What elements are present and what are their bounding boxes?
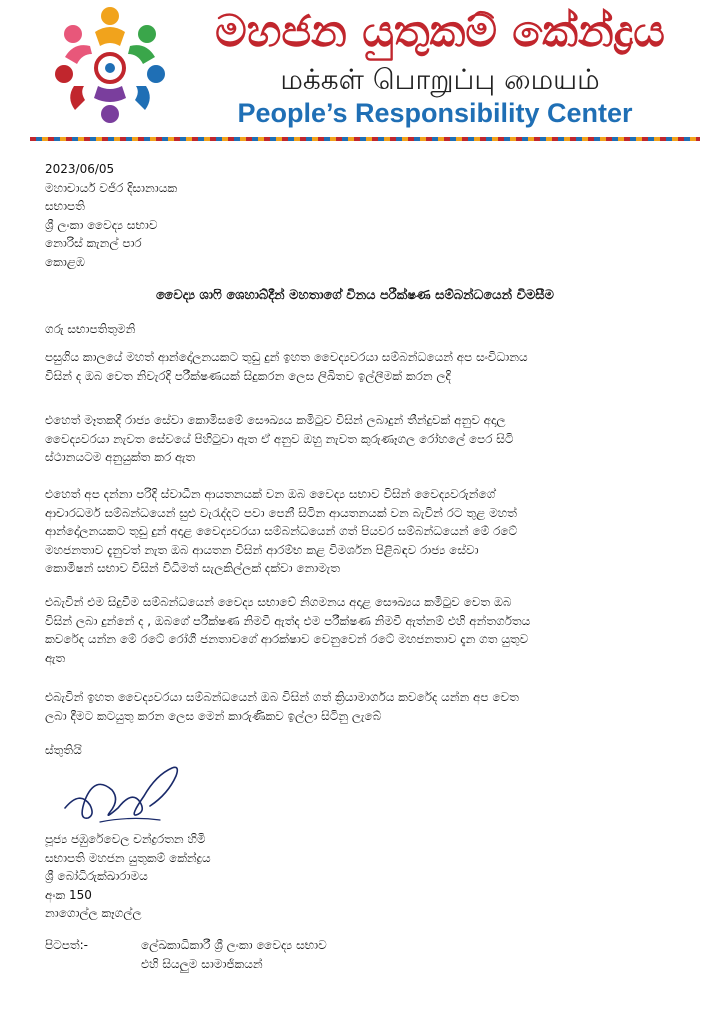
signer-line: පූජ්‍ය ජඹුරේවෙල චන්ද්‍රරතන හිමි <box>45 832 206 846</box>
body-paragraph <box>45 688 665 725</box>
paragraph-line: කොමිෂන් සභාව විසින් විධිමත් සැලකිල්ලක් දක්වා නොමැත <box>45 561 340 576</box>
body-paragraph <box>45 348 665 385</box>
paragraph-line: ආන්දෝලනයකට තුඩු දුන් අදාළ වෛද්‍යවරයා සම්බන්ධයෙන් ගත් පියවර සම්බන්ධයෙන් මේ රටේ <box>45 524 518 539</box>
signer-line: අංක 150 <box>45 887 92 902</box>
org-name-english: People’s Responsibility Center <box>237 98 633 128</box>
paragraph-line: කවරේද යන්න මේ රටේ රෝගී ජනතාවගේ ආරක්ෂාව වෙනුවෙන් රටේ මහජනතාව දැන ගත යුතුව <box>45 632 529 647</box>
signer-block <box>45 830 211 923</box>
paragraph-line: එබැවින් ඉහත වෛද්‍යවරයා සම්බන්ධයෙන් ඔබ විසින් ගත් ක්‍රියාමාර්ගය කවරේද යන්න අප වෙත <box>45 690 519 704</box>
signer-line: නාගොල්ල කෑගල්ල <box>45 906 142 920</box>
copies-list <box>141 936 541 974</box>
paragraph-line: එහෙත් මෑතකදී රාජ්‍ය සේවා කොමිසමේ සෞඛ්‍යය කමිටුව විසින් ලබාදුන් තීන්දුවක් අනුව අදාල <box>45 413 506 427</box>
paragraph-line: ඇත <box>45 650 66 665</box>
handwritten-signature-icon <box>60 760 190 830</box>
paragraph-line: මහජනතාව දැනුවත් නැත ඔබ ආයතන විසින් ආරම්භ කළ විමර්ශන පිළිබඳව රාජ්‍ය සේවා <box>45 542 479 557</box>
copies-item: ලේඛකාධිකාරී ශ්‍රී ලංකා වෛද්‍ය සභාව <box>141 938 327 952</box>
recipient-line: කොළඹ <box>45 254 85 269</box>
recipient-line: මහාචාර්ය වජිර දිසානායක <box>45 180 178 195</box>
signer-line: සභාපති මහජන යුතුකම් කේන්ද්‍රය <box>45 850 211 865</box>
paragraph-line: විසින් ද ඔබ වෙත නිවැරදි පරීක්ෂණයක් සිදුකරන ලෙස ලිඛිතව ඉල්ලීමක් කරන ලදි <box>45 368 451 383</box>
recipient-line: සභාපති <box>45 199 85 214</box>
closing-thanks: ස්තුතියි <box>45 743 82 757</box>
recipient-line: ශ්‍රී ලංකා වෛද්‍ය සභාව <box>45 217 158 232</box>
paragraph-line: පසුගිය කාලයේ මහත් ආන්දෝලනයකට තුඩු දුන් ඉහත වෛද්‍යවරයා සම්බන්ධයෙන් අප සංවිධානය <box>45 350 528 364</box>
letter-date: 2023/06/05 <box>45 162 115 176</box>
paragraph-line: ලබා දීමට කටයුතු කරන ලෙස මෙන් කාරුණිකව ඉල්ලා සිටිනු ලැබේ <box>45 708 382 723</box>
org-name-sinhala: මහජන යුතුකම් කේන්ද්‍රය <box>215 6 665 57</box>
letterhead <box>0 0 709 150</box>
signer-line: ශ්‍රී බෝධිරුක්ඛාරාමය <box>45 869 148 883</box>
paragraph-line: ස්ථානයටම අනුයුක්ත කර ඇත <box>45 450 196 465</box>
letter-subject: වෛද්‍ය ශාෆි ශෙහාබ්දීන් මහතාගේ විනය පරීක්ෂණ සම්බන්ධයෙන් විමසීම <box>156 288 554 303</box>
recipient-address-block <box>45 160 177 272</box>
paragraph-line: ආචාරධර්ම සම්බන්ධයෙන් සුළු වැරැද්දට පවා පෙනී සිටින ආයතනයක් වන බැවින් රට තුළ මහත් <box>45 505 517 520</box>
letterhead-divider <box>30 137 700 141</box>
recipient-line: නොරිස් කැනල් පාර <box>45 236 142 251</box>
org-name-tamil: மக்கள் பொறுப்பு மையம் <box>280 63 600 96</box>
copies-item: එහි සියලුම සාමාජිකයන් <box>141 957 263 971</box>
paragraph-line: විසින් ලබා දුන්නේ ද , ඔබගේ පරීක්ෂණ නිමවී ඇත්ද එම පරීක්ෂණ නිමවී ඇත්නම් එහි අන්තර්ගතය <box>45 613 531 628</box>
paragraph-line: එබැවින් එම සිදුවීම සම්බන්ධයෙන් වෛද්‍ය සභාවේ නිගමනය අදාළ සෞඛ්‍යය කමිටුව වෙත ඔබ <box>45 595 512 609</box>
paragraph-line: එහෙත් අප දන්නා පරිදි ස්වාධීන ආයතනයක් වන ඔබ වෛද්‍ය සභාව විසින් වෛද්‍යවරුන්ගේ <box>45 487 496 501</box>
body-paragraph <box>45 593 665 667</box>
people-circle-logo-icon <box>50 2 170 127</box>
body-paragraph <box>45 411 665 467</box>
salutation: ගරු සභාපතිතුමනි <box>45 322 136 336</box>
copies-label: පිටපත්:- <box>45 938 88 952</box>
body-paragraph <box>45 485 665 578</box>
paragraph-line: වෛද්‍යවරයා නැවත සේවයේ පිහිටුවා ඇත ඒ අනුව ඔහු නැවත කුරුණෑගල රෝහලේ පෙර සිටි <box>45 431 514 446</box>
